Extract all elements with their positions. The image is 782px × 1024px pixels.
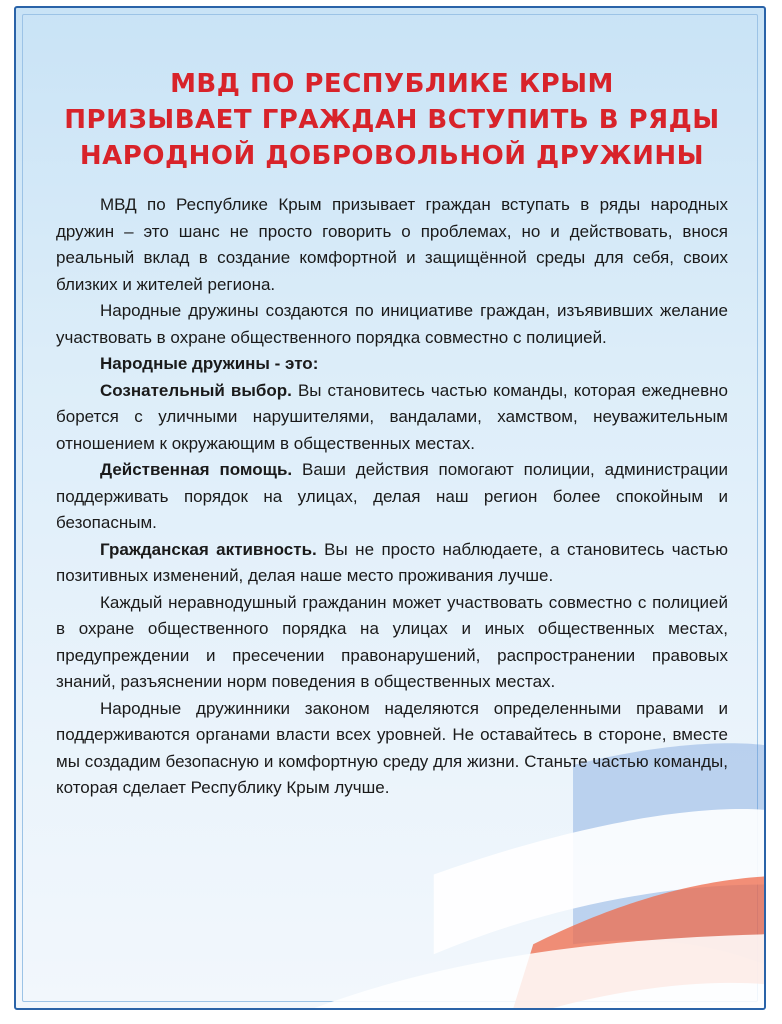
point-text: Вы не просто наблюдаете, а становитесь частью позитивных изменений, делая наше место проживания лучше.	[56, 539, 729, 585]
flag-wave-white	[434, 809, 764, 954]
closing-paragraph-2: Народные дружинники законом наделяются определенными правами и поддерживаются органами власти всех уровней. Не оставайтесь в стороне, вместе мы создадим безопасную и комфортную среду для жизни. Станьте частью команды, которая сделает Республику Крым лучше.	[56, 698, 728, 797]
intro-paragraph-2: Народные дружины создаются по инициативе граждан, изъявивших желание участвовать в охране общественного порядка совместно с полицией.	[56, 301, 728, 347]
point-civic-activity	[56, 537, 728, 590]
poster	[14, 6, 766, 1010]
poster-content	[56, 66, 728, 802]
flag-wave-white-lower	[314, 934, 764, 1008]
poster-headline	[56, 66, 728, 174]
closing-paragraph-1: Каждый неравнодушный гражданин может участвовать совместно с полицией в охране общественного порядка на улицах и иных общественных местах, предупреждении и пресечении правонарушений, распространении правовых знаний, разъяснении норм поведения в общественных местах.	[56, 592, 728, 691]
point-conscious-choice	[56, 378, 728, 458]
point-text: Ваши действия помогают полиции, администрации поддерживать порядок на улицах, делая наш регион более спокойным и безопасным.	[56, 460, 729, 532]
headline-line-1: МВД ПО РЕСПУБЛИКЕ КРЫМ	[170, 69, 614, 99]
point-text: Вы становитесь частью команды, которая ежедневно борется с уличными нарушителями, вандалами, хамством, неуважительным отношением к окружающим в общественных местах.	[56, 380, 728, 453]
point-title: Гражданская активность.	[100, 539, 317, 559]
intro-paragraph-1: МВД по Республике Крым призывает граждан вступать в ряды народных дружин – это шанс не просто говорить о проблемах, но и действовать, внося реальный вклад в создание комфортной и защищённой среды для себя, своих близких и жителей региона.	[56, 195, 728, 294]
list-heading: Народные дружины - это:	[100, 354, 319, 373]
headline-line-3: НАРОДНОЙ ДОБРОВОЛЬНОЙ ДРУЖИНЫ	[79, 141, 705, 171]
point-effective-help	[56, 457, 728, 537]
flag-wave-red	[513, 877, 764, 1008]
point-title: Действенная помощь.	[100, 460, 293, 479]
headline-line-2: ПРИЗЫВАЕТ ГРАЖДАН ВСТУПИТЬ В РЯДЫ	[64, 105, 720, 135]
point-title: Сознательный выбор.	[100, 380, 292, 400]
